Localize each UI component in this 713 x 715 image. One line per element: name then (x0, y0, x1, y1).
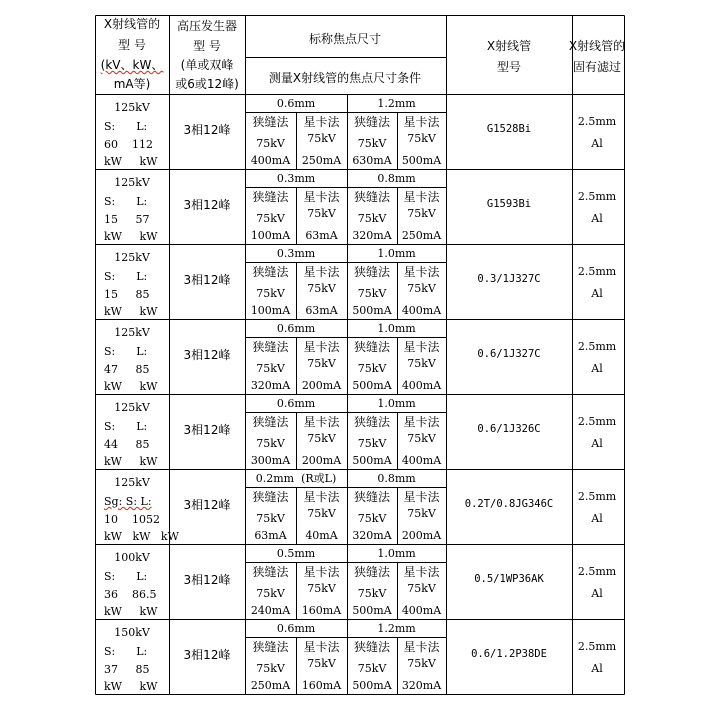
tube-power-values: 44 85 (104, 438, 150, 451)
focus-size: 1.2mm (377, 622, 416, 635)
tube-power-labels: S: L: (104, 645, 148, 658)
slit-kv: 75kV (256, 512, 285, 525)
filter-material: Al (591, 362, 603, 375)
focus-size: 1.0mm (377, 247, 416, 260)
focus-size: 1.0mm (377, 322, 416, 335)
slit-ma: 100mA (250, 229, 291, 242)
method-slit-label: 狭缝法 (353, 265, 391, 279)
star-kv: 75kV (407, 582, 436, 595)
tube-power-units: kW kW (104, 230, 158, 243)
filter-material: Al (591, 287, 603, 300)
slit-kv: 75kV (256, 362, 285, 375)
slit-ma: 400mA (250, 154, 291, 167)
focus-size: 0.2mm (R或L) (255, 472, 337, 485)
col1-header-line4: mA等) (113, 77, 151, 91)
star-ma: 250mA (401, 229, 442, 242)
method-star-label: 星卡法 (403, 115, 440, 129)
col1-header-line3: (kV、kW、 (100, 58, 164, 72)
tube-power-values: 37 85 (104, 663, 150, 676)
slit-kv: 75kV (357, 287, 387, 300)
method-star-label: 星卡法 (403, 340, 440, 354)
method-slit-label: 狭缝法 (252, 340, 289, 354)
method-star-label: 星卡法 (403, 490, 440, 504)
method-slit-label: 狭缝法 (353, 340, 391, 354)
tube-power-labels: S: L: (104, 195, 148, 208)
tube-power-labels: Sg: S: L: (104, 495, 152, 508)
tube-power-values: 36 86.5 (104, 588, 157, 601)
col2-header-line4: 或6或12峰) (175, 77, 239, 91)
method-star-label: 星卡法 (403, 265, 440, 279)
method-slit-label: 狭缝法 (252, 190, 289, 204)
method-slit-label: 狭缝法 (252, 565, 289, 579)
filter-thickness: 2.5mm (577, 265, 617, 278)
filter-thickness: 2.5mm (577, 190, 617, 203)
slit-kv: 75kV (256, 212, 285, 225)
slit-ma: 500mA (352, 304, 392, 317)
star-ma: 400mA (401, 454, 442, 467)
measure-condition-header: 测量X射线管的焦点尺寸条件 (268, 71, 422, 85)
filter-thickness: 2.5mm (577, 415, 617, 428)
tube-power-values: 60 112 (104, 138, 153, 151)
star-kv: 75kV (307, 282, 336, 295)
slit-ma: 500mA (352, 604, 392, 617)
focus-size: 0.6mm (276, 397, 316, 410)
tube-power-labels: S: L: (104, 420, 148, 433)
filter-material: Al (591, 437, 603, 450)
tube-power-values: 15 85 (104, 288, 150, 301)
tube-power-units: kW kW (104, 455, 158, 468)
star-kv: 75kV (307, 657, 336, 670)
slit-kv: 75kV (357, 362, 387, 375)
star-kv: 75kV (407, 282, 436, 295)
tube-voltage: 125kV (114, 251, 150, 264)
generator-type: 3相12峰 (183, 348, 231, 362)
tube-model: 0.3/1J327C (477, 273, 541, 285)
focus-size: 0.8mm (377, 472, 416, 485)
method-star-label: 星卡法 (403, 565, 440, 579)
star-kv: 75kV (407, 207, 436, 220)
focus-size: 0.6mm (276, 97, 316, 110)
filter-material: Al (591, 137, 603, 150)
slit-ma: 300mA (250, 454, 291, 467)
method-star-label: 星卡法 (303, 415, 340, 429)
tube-power-units: kW kW (104, 605, 158, 618)
star-kv: 75kV (407, 507, 436, 520)
col2-header-line3: (单或双峰 (180, 58, 234, 72)
col2-header-line2: 型 号 (193, 39, 221, 53)
star-kv: 75kV (407, 432, 436, 445)
tube-voltage: 150kV (114, 626, 150, 639)
method-star-label: 星卡法 (403, 640, 440, 654)
tube-model: 0.6/1J327C (477, 348, 541, 360)
slit-kv: 75kV (357, 512, 387, 525)
slit-kv: 75kV (256, 587, 285, 600)
tube-voltage: 125kV (114, 401, 150, 414)
star-ma: 320mA (401, 679, 442, 692)
col5-header-line1: X射线管的 (568, 39, 626, 53)
slit-kv: 75kV (357, 662, 387, 675)
slit-kv: 75kV (256, 137, 285, 150)
nominal-focus-header: 标称焦点尺寸 (308, 32, 382, 46)
method-slit-label: 狭缝法 (353, 490, 391, 504)
slit-kv: 75kV (357, 212, 387, 225)
method-star-label: 星卡法 (303, 340, 340, 354)
tube-power-values: 15 57 (104, 213, 150, 226)
slit-ma: 630mA (352, 154, 392, 167)
col4-header-line2: 型号 (496, 60, 522, 74)
star-ma: 400mA (401, 379, 442, 392)
method-star-label: 星卡法 (303, 265, 340, 279)
method-star-label: 星卡法 (403, 415, 440, 429)
method-slit-label: 狭缝法 (353, 415, 391, 429)
slit-kv: 75kV (357, 137, 387, 150)
star-ma: 400mA (401, 304, 442, 317)
col2-header-line1: 高压发生器 (176, 19, 238, 33)
method-slit-label: 狭缝法 (353, 640, 391, 654)
method-slit-label: 狭缝法 (252, 115, 289, 129)
tube-voltage: 125kV (114, 326, 150, 339)
star-ma: 63mA (305, 304, 338, 317)
tube-power-units: kW kW (104, 155, 158, 168)
method-slit-label: 狭缝法 (252, 265, 289, 279)
tube-power-units: kW kW (104, 380, 158, 393)
method-star-label: 星卡法 (303, 115, 340, 129)
star-ma: 63mA (305, 229, 338, 242)
tube-model: G1593Bi (486, 198, 532, 210)
tube-model: 0.6/1.2P38DE (471, 648, 547, 660)
tube-voltage: 125kV (114, 101, 150, 114)
slit-kv: 75kV (357, 437, 387, 450)
focus-size: 0.3mm (276, 247, 316, 260)
col1-header-line2: 型 号 (118, 38, 146, 52)
slit-ma: 500mA (352, 679, 392, 692)
tube-model: G1528Bi (486, 123, 532, 135)
method-star-label: 星卡法 (303, 190, 340, 204)
star-ma: 200mA (301, 454, 342, 467)
tube-power-labels: S: L: (104, 570, 148, 583)
slit-kv: 75kV (256, 437, 285, 450)
slit-ma: 500mA (352, 454, 392, 467)
star-ma: 160mA (301, 679, 342, 692)
generator-type: 3相12峰 (183, 123, 231, 137)
focus-size: 0.3mm (276, 172, 316, 185)
generator-type: 3相12峰 (183, 498, 231, 512)
generator-type: 3相12峰 (183, 198, 231, 212)
slit-ma: 240mA (250, 604, 291, 617)
tube-power-units: kW kW (104, 680, 158, 693)
method-slit-label: 狭缝法 (353, 565, 391, 579)
slit-kv: 75kV (256, 662, 285, 675)
method-slit-label: 狭缝法 (252, 415, 289, 429)
tube-model: 0.6/1J326C (477, 423, 541, 435)
tube-model: 0.5/1WP36AK (474, 573, 544, 585)
tube-power-units: kW kW (104, 305, 158, 318)
star-kv: 75kV (307, 582, 336, 595)
focus-size: 1.2mm (377, 97, 416, 110)
method-star-label: 星卡法 (303, 490, 340, 504)
method-star-label: 星卡法 (303, 640, 340, 654)
filter-material: Al (591, 212, 603, 225)
focus-size: 0.8mm (377, 172, 416, 185)
star-kv: 75kV (307, 507, 336, 520)
method-star-label: 星卡法 (303, 565, 340, 579)
col4-header-line1: X射线管 (486, 39, 532, 53)
slit-ma: 320mA (250, 379, 291, 392)
slit-ma: 100mA (250, 304, 291, 317)
star-kv: 75kV (307, 432, 336, 445)
tube-power-values: 10 1052 (104, 513, 160, 526)
generator-type: 3相12峰 (183, 648, 231, 662)
slit-ma: 63mA (254, 529, 287, 542)
method-star-label: 星卡法 (403, 190, 440, 204)
focus-size: 0.6mm (276, 622, 316, 635)
filter-material: Al (591, 512, 603, 525)
star-kv: 75kV (307, 207, 336, 220)
focus-size: 1.0mm (377, 397, 416, 410)
star-kv: 75kV (407, 132, 436, 145)
focus-size: 0.6mm (276, 322, 316, 335)
filter-thickness: 2.5mm (577, 115, 617, 128)
star-ma: 400mA (401, 604, 442, 617)
slit-kv: 75kV (357, 587, 387, 600)
generator-type: 3相12峰 (183, 273, 231, 287)
filter-thickness: 2.5mm (577, 490, 617, 503)
method-slit-label: 狭缝法 (252, 640, 289, 654)
method-slit-label: 狭缝法 (353, 190, 391, 204)
tube-power-labels: S: L: (104, 270, 148, 283)
star-ma: 160mA (301, 604, 342, 617)
star-ma: 40mA (305, 529, 338, 542)
method-slit-label: 狭缝法 (353, 115, 391, 129)
star-ma: 200mA (401, 529, 442, 542)
star-ma: 250mA (301, 154, 342, 167)
slit-ma: 250mA (250, 679, 291, 692)
tube-power-labels: S: L: (104, 120, 148, 133)
col1-header-line1: X射线管的 (103, 17, 161, 31)
tube-voltage: 100kV (114, 551, 150, 564)
tube-power-values: 47 85 (104, 363, 150, 376)
tube-power-labels: S: L: (104, 345, 148, 358)
method-slit-label: 狭缝法 (252, 490, 289, 504)
tube-voltage: 125kV (114, 176, 150, 189)
focus-size: 0.5mm (276, 547, 316, 560)
filter-thickness: 2.5mm (577, 640, 617, 653)
generator-type: 3相12峰 (183, 423, 231, 437)
filter-thickness: 2.5mm (577, 340, 617, 353)
slit-ma: 320mA (352, 529, 392, 542)
filter-material: Al (591, 587, 603, 600)
tube-power-units: kW kW kW (104, 530, 179, 543)
star-kv: 75kV (307, 132, 336, 145)
tube-model: 0.2T/0.8JG346C (464, 498, 554, 510)
slit-kv: 75kV (256, 287, 285, 300)
star-ma: 500mA (401, 154, 442, 167)
star-ma: 200mA (301, 379, 342, 392)
col5-header-line2: 固有滤过 (572, 60, 622, 74)
slit-ma: 500mA (352, 379, 392, 392)
star-kv: 75kV (407, 357, 436, 370)
filter-material: Al (591, 662, 603, 675)
tube-voltage: 125kV (114, 476, 150, 489)
slit-ma: 320mA (352, 229, 392, 242)
star-kv: 75kV (407, 657, 436, 670)
generator-type: 3相12峰 (183, 573, 231, 587)
focus-size: 1.0mm (377, 547, 416, 560)
filter-thickness: 2.5mm (577, 565, 617, 578)
star-kv: 75kV (307, 357, 336, 370)
